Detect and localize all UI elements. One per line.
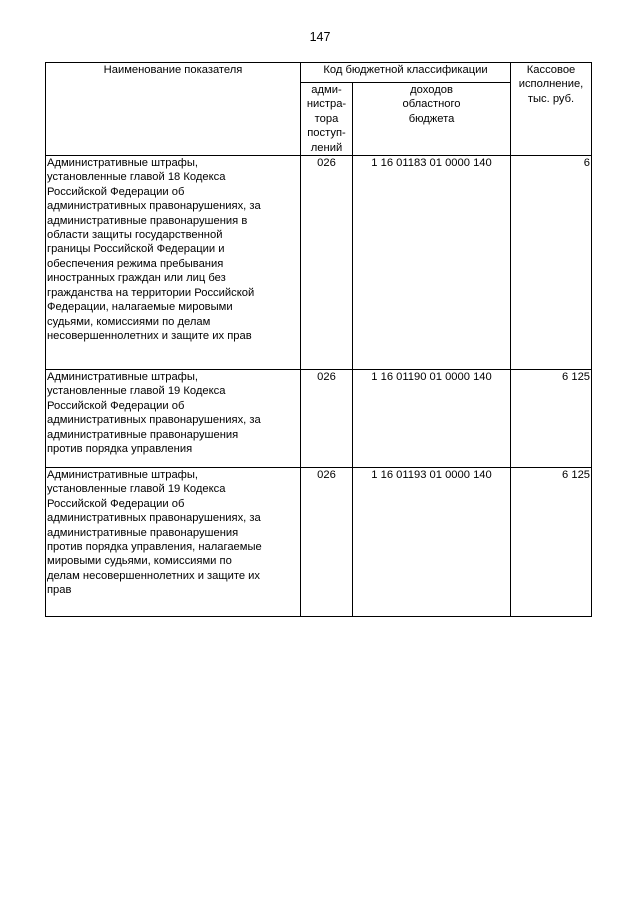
table-row (46, 156, 592, 370)
page-number: 147 (309, 30, 331, 44)
header-row-top (46, 63, 592, 83)
header-amount-label: Кассовое исполнение, тыс. руб. (518, 64, 584, 105)
table-row (46, 370, 592, 468)
row-name: Административные штрафы, установленные главой 19 Кодекса Российской Федерации об административных правонарушениях, за административные правонарушения против порядка управления (47, 371, 261, 456)
row-amount: 6 125 (511, 370, 592, 468)
row-name-cell (46, 468, 301, 617)
table-row (46, 468, 592, 617)
row-budget-code: 1 16 01190 01 0000 140 (353, 370, 511, 468)
row-admin-code: 026 (301, 156, 353, 370)
row-admin-code: 026 (301, 370, 353, 468)
row-name: Административные штрафы, установленные главой 18 Кодекса Российской Федерации об административных правонарушениях, за административные правонарушения в области защиты государственной границы Российской Федерации и обеспечения режима пребывания иностранных граждан или лиц без гражданства на территории Российской Федерации, налагаемые мировыми судьями, комиссиями по делам несовершеннолетних и защите их прав (47, 157, 261, 342)
header-name (46, 63, 301, 156)
header-code (353, 83, 511, 156)
header-code-label: доходов областного бюджета (402, 84, 461, 125)
row-admin-code: 026 (301, 468, 353, 617)
row-budget-code: 1 16 01193 01 0000 140 (353, 468, 511, 617)
header-code-group (301, 63, 511, 83)
row-name: Административные штрафы, установленные главой 19 Кодекса Российской Федерации об административных правонарушениях, за административные правонарушения против порядка управления, налагаемые мировыми судьями, комиссиями по делам несовершеннолетних и защите их прав (47, 469, 262, 597)
header-admin (301, 83, 353, 156)
header-name-label: Наименование показателя (103, 64, 243, 76)
header-amount (511, 63, 592, 156)
row-name-cell (46, 370, 301, 468)
row-name-cell (46, 156, 301, 370)
row-amount: 6 (511, 156, 592, 370)
row-amount: 6 125 (511, 468, 592, 617)
row-budget-code: 1 16 01183 01 0000 140 (353, 156, 511, 370)
budget-table (45, 62, 592, 617)
header-code-group-label: Код бюджетной классификации (323, 64, 488, 76)
header-admin-label: адми- нистра- тора поступ- лений (306, 84, 347, 154)
